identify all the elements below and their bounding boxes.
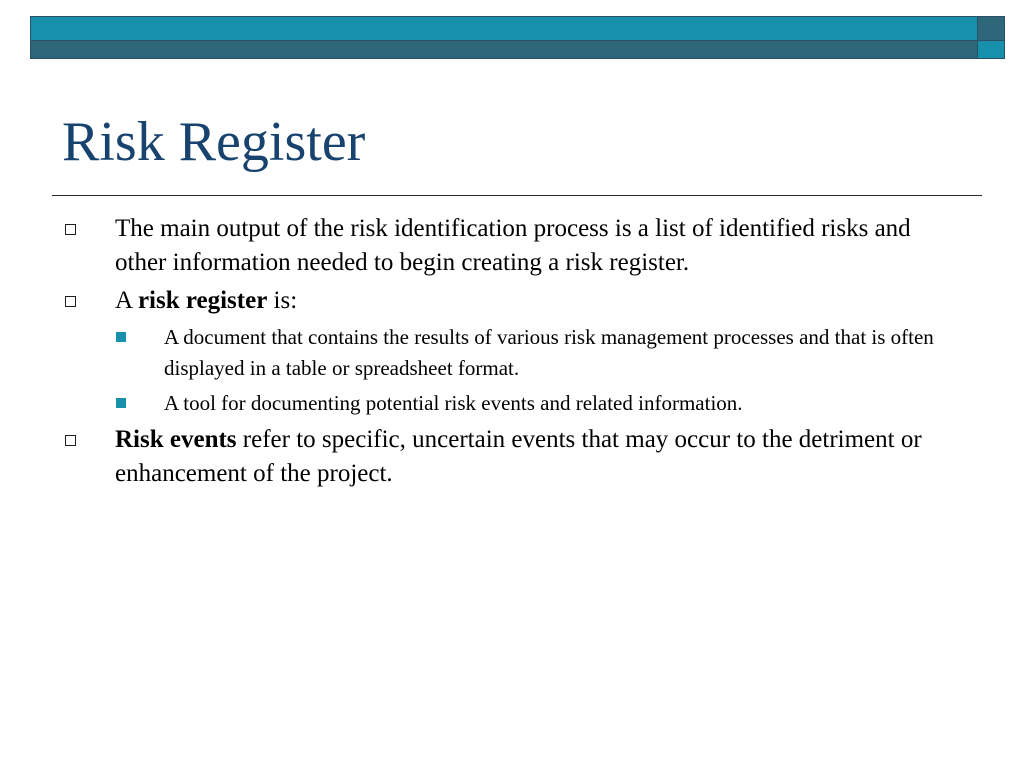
filled-square-icon <box>116 398 126 408</box>
sub-bullet-text: A tool for documenting potential risk events and related information. <box>164 391 743 415</box>
slide-body <box>0 212 1024 495</box>
bullet-text: The main output of the risk identification process is a list of identified risks and other information needed to begin creating a risk register. <box>115 215 911 276</box>
sub-bullet-item-document <box>164 322 954 384</box>
bullet-item-output <box>115 212 935 280</box>
sub-bullet-text: A document that contains the results of various risk management processes and that is often displayed in a table or spreadsheet format. <box>164 325 934 380</box>
bullet-text-suffix: is: <box>267 287 298 314</box>
bullet-item-risk-events <box>115 423 935 491</box>
header-band-dark-bar <box>30 41 978 59</box>
slide-title: Risk Register <box>62 111 366 173</box>
filled-square-icon <box>116 332 126 342</box>
header-band-teal-bar <box>30 16 978 41</box>
bullet-text-prefix: A <box>115 287 138 314</box>
bullet-text-bold: Risk events <box>115 426 237 453</box>
hollow-square-icon <box>65 435 76 446</box>
sub-bullet-item-tool <box>164 388 954 419</box>
bullet-item-risk-register <box>115 284 935 318</box>
bullet-text-bold: risk register <box>137 287 268 314</box>
hollow-square-icon <box>65 224 76 235</box>
bullet-text-suffix: refer to specific, uncertain events that may occur to the detriment or enhancement of the project. <box>115 426 922 487</box>
header-band <box>30 16 1005 59</box>
header-band-teal-square <box>978 41 1005 59</box>
title-divider <box>52 195 982 196</box>
hollow-square-icon <box>65 296 76 307</box>
header-band-dark-square <box>978 16 1005 41</box>
